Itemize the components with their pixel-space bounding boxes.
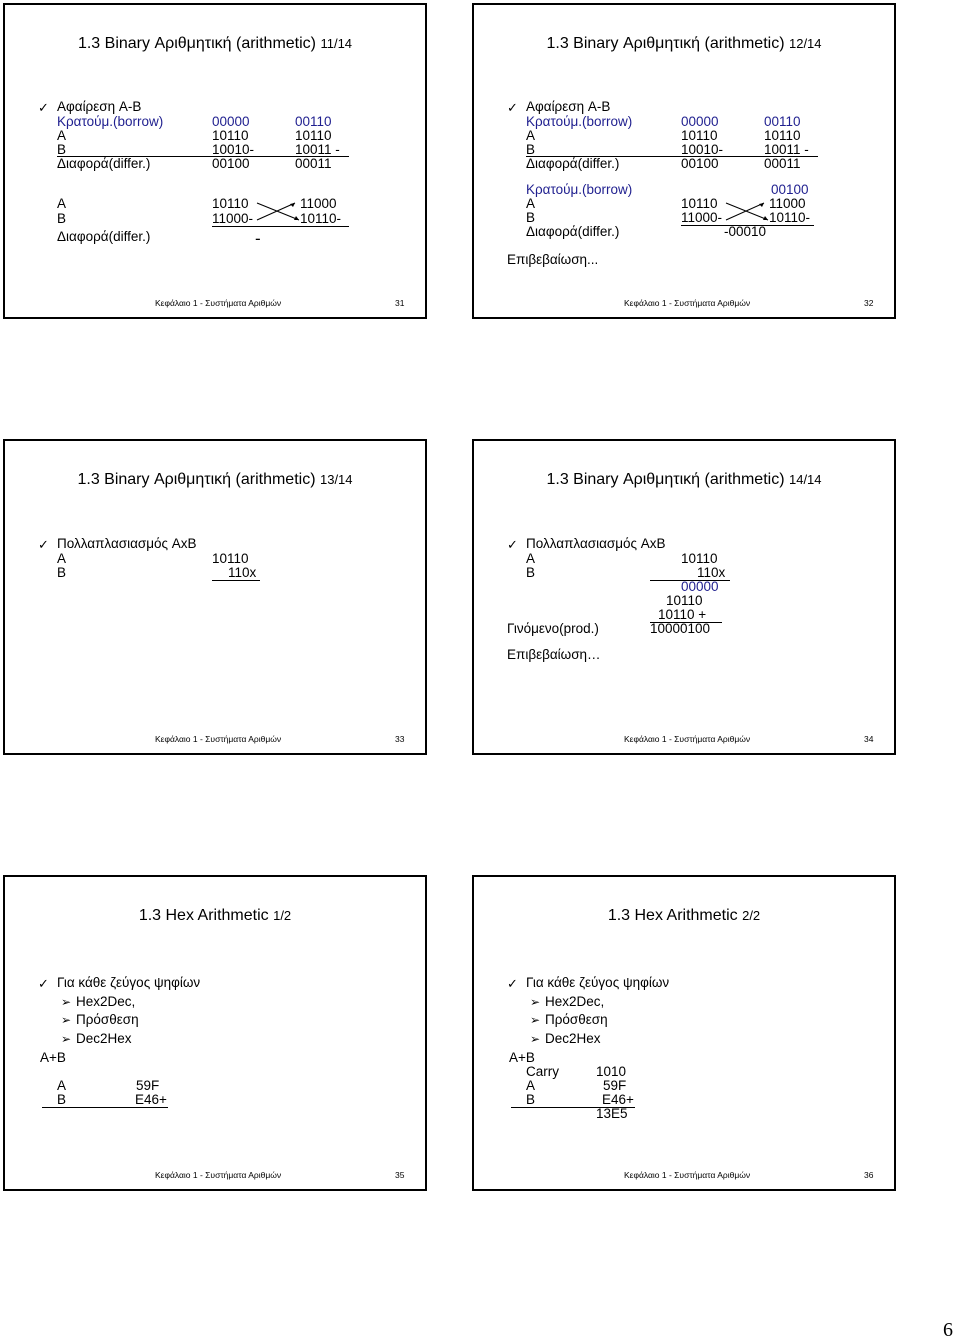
b-label: B <box>526 565 536 580</box>
diff2-val: - <box>255 229 261 248</box>
slide-page: 13/14 <box>319 472 353 487</box>
partial-product-2: 10110 <box>666 593 703 608</box>
col1-borrow: 00000 <box>212 114 250 129</box>
b-label: B <box>526 1092 536 1107</box>
heading: Πολλαπλασιασμός AxB <box>57 536 197 551</box>
slide-title <box>5 35 425 53</box>
slide-title <box>474 907 894 925</box>
col2-borrow: 00110 <box>295 114 332 129</box>
col2-borrow: 00110 <box>764 114 801 129</box>
b2-val2: 10110- <box>769 210 811 225</box>
sum-rule <box>526 156 818 157</box>
footer-label: Κεφάλαιο 1 - Συστήματα Αριθμών <box>624 1170 751 1180</box>
page-number: 6 <box>943 1319 953 1341</box>
sum-rule <box>212 580 260 581</box>
sum-label: A+B <box>509 1050 535 1065</box>
a2-val2: 11000 <box>769 196 806 211</box>
footer-label: Κεφάλαιο 1 - Συστήματα Αριθμών <box>624 298 751 308</box>
col2-a: 10110 <box>295 128 332 143</box>
b-label: B <box>57 1092 67 1107</box>
step-3: Dec2Hex <box>545 1031 601 1046</box>
borrow-label: Κρατούμ.(borrow) <box>526 114 633 129</box>
a-label: A <box>57 128 67 143</box>
swap-arrows-icon <box>255 201 315 231</box>
slide-title <box>5 907 425 925</box>
borrow2-val: 00100 <box>771 182 809 197</box>
a-label: A <box>57 1078 67 1093</box>
arrow-bullet-icon: ➢ <box>61 995 72 1009</box>
heading: Για κάθε ζεύγος ψηφίων <box>526 975 670 990</box>
slide-page: 11/14 <box>320 36 353 51</box>
step-3: Dec2Hex <box>76 1031 132 1046</box>
b-label: B <box>526 142 536 157</box>
slide-page: 2/2 <box>742 908 761 923</box>
slide-31 <box>3 3 427 319</box>
checkmark-icon: ✓ <box>38 976 49 991</box>
prod-val: 10000100 <box>650 621 711 636</box>
slide-number: 36 <box>864 1170 874 1180</box>
step-1: Hex2Dec, <box>545 994 605 1009</box>
a-val: 59F <box>603 1078 627 1093</box>
result-val: 13E5 <box>596 1106 628 1121</box>
arrow-bullet-icon: ➢ <box>530 1032 541 1046</box>
title-text: 1.3 Binary Αριθμητική (arithmetic) <box>77 471 316 488</box>
slide-title <box>5 471 425 489</box>
a-label: A <box>526 128 536 143</box>
diff2-val: -00010 <box>724 224 767 239</box>
b2-val1: 11000- <box>681 210 723 225</box>
arrow-bullet-icon: ➢ <box>61 1013 72 1027</box>
title-text: 1.3 Binary Αριθμητική (arithmetic) <box>546 35 785 52</box>
b-val: 110x <box>228 565 257 580</box>
heading: Αφαίρεση A-B <box>57 99 142 114</box>
a-label: A <box>526 1078 536 1093</box>
col1-b: 10010- <box>212 142 255 157</box>
a-val: 10110 <box>681 551 718 566</box>
verify-text: Επιβεβαίωση... <box>507 252 599 267</box>
col1-diff: 00100 <box>681 156 719 171</box>
a-label: A <box>526 551 536 566</box>
diff-label: Διαφορά(differ.) <box>526 156 620 171</box>
partial-product-1: 00000 <box>681 579 719 594</box>
a2-val1: 10110 <box>212 196 249 211</box>
diff-label: Διαφορά(differ.) <box>57 156 151 171</box>
partial-product-3: 10110 + <box>658 607 707 622</box>
title-text: 1.3 Binary Αριθμητική (arithmetic) <box>77 35 317 52</box>
a-label: A <box>57 551 67 566</box>
a2-label: A <box>57 196 67 211</box>
heading: Πολλαπλασιασμός AxB <box>526 536 666 551</box>
diff2-label: Διαφορά(differ.) <box>57 229 151 244</box>
arrow-bullet-icon: ➢ <box>530 995 541 1009</box>
b-label: B <box>57 142 67 157</box>
footer-label: Κεφάλαιο 1 - Συστήματα Αριθμών <box>155 298 282 308</box>
b-val: 110x <box>697 565 726 580</box>
heading: Για κάθε ζεύγος ψηφίων <box>57 975 201 990</box>
slide-page: 1/2 <box>273 908 292 923</box>
borrow-label: Κρατούμ.(borrow) <box>57 114 164 129</box>
sum-label: A+B <box>40 1050 66 1065</box>
col2-a: 10110 <box>764 128 801 143</box>
col1-diff: 00100 <box>212 156 250 171</box>
slide-34 <box>472 439 896 755</box>
slide-number: 35 <box>395 1170 405 1180</box>
b2-label: B <box>57 211 67 226</box>
slide-page: 12/14 <box>788 36 822 51</box>
step-2: Πρόσθεση <box>76 1012 139 1027</box>
diff2-label: Διαφορά(differ.) <box>526 224 620 239</box>
checkmark-icon: ✓ <box>38 537 49 552</box>
col2-b: 10011 - <box>295 142 340 157</box>
title-text: 1.3 Hex Arithmetic <box>138 907 269 924</box>
sum-rule <box>57 156 349 157</box>
slide-title <box>474 471 894 489</box>
slide-33 <box>3 439 427 755</box>
title-text: 1.3 Binary Αριθμητική (arithmetic) <box>546 471 785 488</box>
heading: Αφαίρεση A-B <box>526 99 611 114</box>
b2-val1: 11000- <box>212 211 254 226</box>
slide-number: 34 <box>864 734 874 744</box>
a-val: 10110 <box>212 551 249 566</box>
step-1: Hex2Dec, <box>76 994 136 1009</box>
slide-35 <box>3 875 427 1191</box>
verify-text: Επιβεβαίωση… <box>507 647 601 662</box>
col1-b: 10010- <box>681 142 724 157</box>
col1-a: 10110 <box>681 128 718 143</box>
slide-32 <box>472 3 896 319</box>
arrow-bullet-icon: ➢ <box>61 1032 72 1046</box>
slide-number: 32 <box>864 298 874 308</box>
borrow2-label: Κρατούμ.(borrow) <box>526 182 633 197</box>
col1-borrow: 00000 <box>681 114 719 129</box>
slide-36 <box>472 875 896 1191</box>
checkmark-icon: ✓ <box>38 100 49 115</box>
title-text: 1.3 Hex Arithmetic <box>607 907 738 924</box>
carry-label: Carry <box>526 1064 559 1079</box>
a2-label: A <box>526 196 536 211</box>
col2-b: 10011 - <box>764 142 809 157</box>
col2-diff: 00011 <box>764 156 801 171</box>
b2-label: B <box>526 210 536 225</box>
footer-label: Κεφάλαιο 1 - Συστήματα Αριθμών <box>155 1170 282 1180</box>
footer-label: Κεφάλαιο 1 - Συστήματα Αριθμών <box>155 734 282 744</box>
step-2: Πρόσθεση <box>545 1012 608 1027</box>
b-label: B <box>57 565 67 580</box>
b-val: E46+ <box>135 1092 167 1107</box>
col1-a: 10110 <box>212 128 249 143</box>
carry-val: 1010 <box>596 1064 627 1079</box>
b-val: E46+ <box>602 1092 634 1107</box>
checkmark-icon: ✓ <box>507 976 518 991</box>
slide-page: 14/14 <box>788 472 822 487</box>
prod-label: Γινόμενο(prod.) <box>507 621 599 636</box>
swap-arrows-icon <box>724 201 784 231</box>
slide-title <box>474 35 894 53</box>
slide-number: 33 <box>395 734 405 744</box>
b2-val2: 10110- <box>300 211 342 226</box>
checkmark-icon: ✓ <box>507 537 518 552</box>
slide-number: 31 <box>395 298 405 308</box>
a-val: 59F <box>136 1078 160 1093</box>
footer-label: Κεφάλαιο 1 - Συστήματα Αριθμών <box>624 734 751 744</box>
a2-val1: 10110 <box>681 196 718 211</box>
sum-rule <box>42 1107 168 1108</box>
arrow-bullet-icon: ➢ <box>530 1013 541 1027</box>
a2-val2: 11000 <box>300 196 337 211</box>
col2-diff: 00011 <box>295 156 332 171</box>
checkmark-icon: ✓ <box>507 100 518 115</box>
